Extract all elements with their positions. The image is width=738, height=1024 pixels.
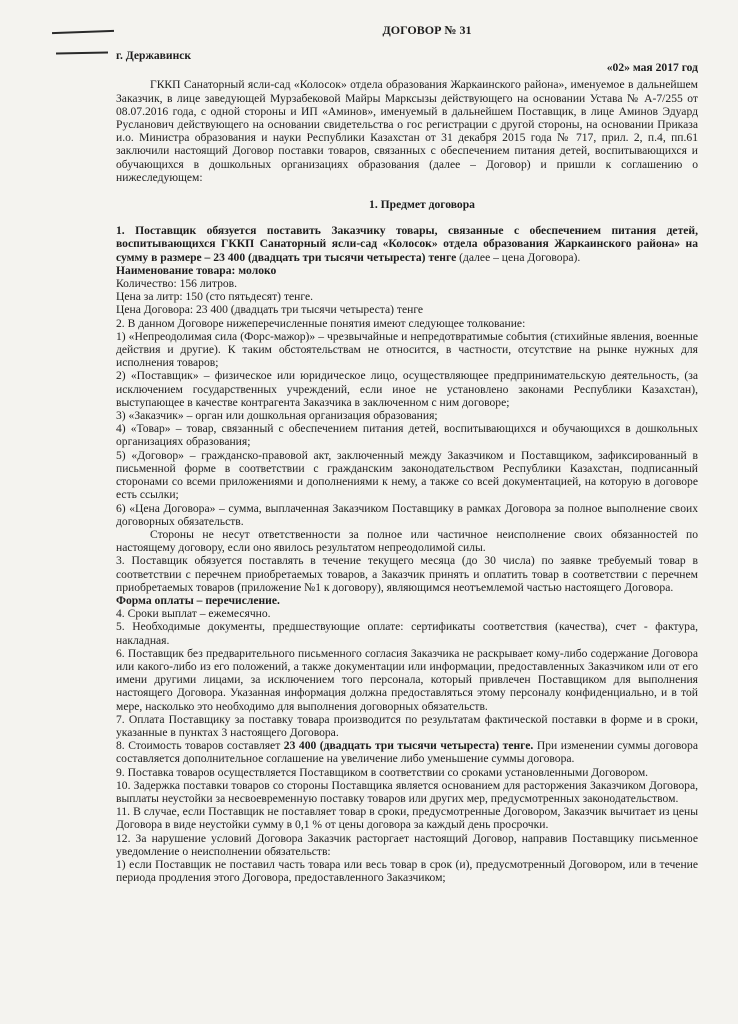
clause-1 (116, 224, 698, 264)
definition-2: 2) «Поставщик» – физическое или юридическое лицо, осуществляющее предпринимательскую деятельность, (за исключением государственных учреждений, если иное не установлено законами Республики Казахстан), выступающее в качестве контрагента Заказчика в заключенном с ним договоре; (116, 369, 698, 409)
product-name: Наименование товара: молоко (116, 263, 277, 277)
clause-5: 5. Необходимые документы, предшествующие оплате: сертификаты соответствия (качества), счет - фактура, накладная. (116, 620, 698, 647)
clause-7: 7. Оплата Поставщику за поставку товара производится по результатам фактической поставки в форме и в сроки, указанные в пунктах 3 настоящего Договора. (116, 712, 698, 739)
clause-1-text: 1. Поставщик обязуется поставить Заказчику товары, связанные с обеспечением питания детей, воспитывающихся ГККП Санаторный ясли-сад «Колосок» отдела образования Жаркаинского района» на сумму в размере – (116, 224, 698, 264)
product-quantity: Количество: 156 литров. (116, 277, 238, 291)
clause-8-start: 8. Стоимость товаров составляет (116, 739, 284, 753)
clause-11: 11. В случае, если Поставщик не поставляет товар в сроки, предусмотренные Договором, Заказчик вычитает из цены Договора в виде неустойки сумму в 0,1 % от цены договора за каждый день просрочки. (116, 805, 698, 832)
clause-8-tail: При изменении суммы договора составляется дополнительное соглашение на увеличение либо уменьшение суммы договора. (116, 739, 699, 766)
clause-8 (116, 739, 698, 765)
contract-date: «02» мая 2017 год (606, 61, 698, 75)
clause-3: 3. Поставщик обязуется поставлять в течение текущего месяца (до 30 числа) по заявке требуемый товар в соответствии с перечнем приобретаемых товаров, а Заказчик принять и оплатить товар в соответствии с перечнем приобретаемых товаров (приложение №1 к договору), являющимся неотъемлемой частью настоящего Договора. (116, 554, 698, 594)
payment-form: Форма оплаты – перечисление. (116, 593, 280, 607)
clause-2: 2. В данном Договоре нижеперечисленные понятия имеют следующее толкование: (116, 316, 526, 330)
definition-5: 5) «Договор» – гражданско-правовой акт, заключенный между Заказчиком и Поставщиком, зафиксированный в письменной форме в соответствии с гражданским законодательством Республики Казахстан, подписанный сторонами со всеми приложениями и дополнениями к нему, а также со всей документацией, на которую в договоре есть ссылки; (116, 448, 698, 502)
clause-8-amount: 23 400 (двадцать три тысячи четыреста) тенге. (283, 739, 534, 753)
intro-paragraph: ГККП Санаторный ясли-сад «Колосок» отдела образования Жаркаинского района», именуемое в дальнейшем Заказчик, в лице заведующей Мурзабековой Майры Марксызы действующего на основании Устава № А-7/255 от 08.07.2016 года, с одной стороны и ИП «Аминов», именуемый в дальнейшем Поставщик, в лице Аминов Эдуард Русланович действующего на основании свидетельства о гос регистрации с другой стороны, на основании Приказа и.о. Министра образования и науки Республики Казахстан от 31 декабря 2015 года № 717, прил. 2, п.4, пп.61 заключили настоящий Договор поставки товаров, связанных с обеспечением питания детей, воспитывающихся и обучающихся в дошкольных организациях образования (далее – Договор) и пришли к соглашению о нижеследующем: (116, 78, 698, 184)
product-price: Цена за литр: 150 (сто пятьдесят) тенге. (116, 290, 314, 304)
definition-6: 6) «Цена Договора» – сумма, выплаченная Заказчиком Поставщику в рамках Договора за полное выполнение своих договорных обязательств. (116, 501, 698, 528)
clause-12: 12. За нарушение условий Договора Заказчик расторгает настоящий Договор, направив Поставщику письменное уведомление о неисполнении обязательств: (116, 831, 698, 858)
clause-1-tail: (далее – цена Договора). (456, 250, 581, 264)
clause-10: 10. Задержка поставки товаров со стороны Поставщика является основанием для расторжения Заказчиком Договора, выплаты неустойки за несвоевременную поставку товаров или других мер, предусмотренных законодательством. (116, 778, 698, 805)
city: г. Державинск (116, 49, 192, 63)
clause-1-amount: 23 400 (двадцать три тысячи четыреста) тенге (213, 250, 457, 264)
city-date-row (116, 49, 698, 74)
section-heading: 1. Предмет договора (369, 198, 475, 212)
clause-4: 4. Сроки выплат – ежемесячно. (116, 607, 271, 621)
document-title: ДОГОВОР № 31 (382, 23, 472, 37)
clause-6: 6. Поставщик без предварительного письменного согласия Заказчика не раскрывает кому-либо содержание Договора или какого-либо из его положений, а также документации или информации, предоставленных Заказчиком или от его имени другими лицами, за исключением того персонала, который привлечен Поставщиком для выполнения настоящего Договора. Указанная информация должна предоставляться этому персоналу конфиденциально, и в той мере, насколько это необходимо для выполнения договорных обязательств. (116, 646, 698, 713)
definition-4: 4) «Товар» – товар, связанный с обеспечением питания детей, воспитывающихся и обучающихся в дошкольных организациях образования; (116, 422, 698, 449)
force-majeure-paragraph: Стороны не несут ответственности за полное или частичное неисполнение своих обязанностей по настоящему договору, если оно явилось результатом непреодолимой силы. (116, 527, 698, 555)
product-total: Цена Договора: 23 400 (двадцать три тысячи четыреста) тенге (116, 303, 424, 317)
definition-1: 1) «Непреодолимая сила (Форс-мажор)» – чрезвычайные и непредотвратимые события (стихийные явления, военные действия и другие). К таким обстоятельствам не относится, в частности, отсутствие на рынке нужных для исполнения товаров; (116, 329, 698, 370)
definition-3: 3) «Заказчик» – орган или дошкольная организация образования; (116, 409, 438, 423)
clause-9: 9. Поставка товаров осуществляется Поставщиком в соответствии со сроками установленными Договором. (116, 765, 649, 779)
clause-12-item-1: 1) если Поставщик не поставил часть товара или весь товар в срок (и), предусмотренный Договором, или в течение периода продления этого Договора, предоставленного Заказчиком; (116, 857, 698, 885)
